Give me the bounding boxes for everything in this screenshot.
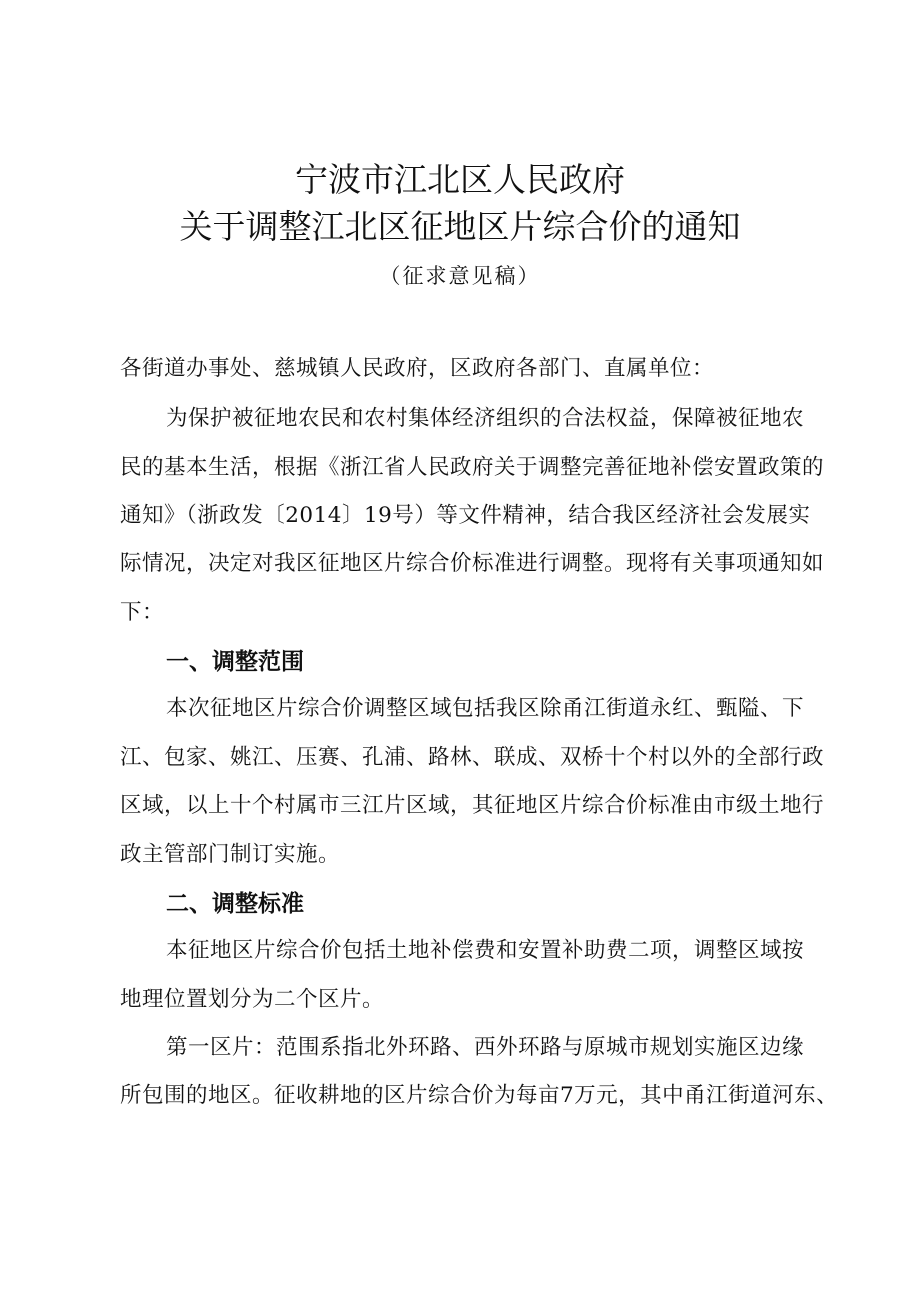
document-title-line-1: 宁波市江北区人民政府: [295, 160, 625, 199]
intro-line-5: 下：: [120, 600, 165, 625]
document-subtitle: （征求意见稿）: [379, 264, 541, 288]
addressee-line: 各街道办事处、慈城镇人民政府，区政府各部门、直属单位：: [120, 356, 715, 381]
section1-heading: 一、调整范围: [166, 649, 304, 675]
intro-line-1: 为保护被征地农民和农村集体经济组织的合法权益，保障被征地农: [166, 406, 805, 431]
section2-line-1: 本征地区片综合价包括土地补偿费和安置补助费二项，调整区域按: [166, 938, 805, 963]
section1-line-1: 本次征地区片综合价调整区域包括我区除甬江街道永红、甄隘、下: [166, 696, 805, 721]
section2-heading: 二、调整标准: [166, 891, 304, 917]
section2-line-2: 地理位置划分为二个区片。: [120, 987, 385, 1012]
zone1-line-2: 所包围的地区。征收耕地的区片综合价为每亩7万元，其中甬江街道河东、: [120, 1083, 839, 1108]
document-title-line-2: 关于调整江北区征地区片综合价的通知: [179, 207, 741, 246]
intro-line-2: 民的基本生活，根据《浙江省人民政府关于调整完善征地补偿安置政策的: [120, 455, 825, 480]
zone1-line-1: 第一区片：范围系指北外环路、西外环路与原城市规划实施区边缘: [166, 1035, 805, 1060]
intro-line-4: 际情况，决定对我区征地区片综合价标准进行调整。现将有关事项通知如: [120, 551, 825, 576]
section1-line-4: 政主管部门制订实施。: [120, 842, 341, 867]
section1-line-3: 区域，以上十个村属市三江片区域，其征地区片综合价标准由市级土地行: [120, 793, 825, 818]
section1-line-2: 江、包家、姚江、压赛、孔浦、路林、联成、双桥十个村以外的全部行政: [120, 745, 825, 770]
intro-line-3: 通知》（浙政发〔2014〕19号）等文件精神，结合我区经济社会发展实: [120, 503, 811, 528]
